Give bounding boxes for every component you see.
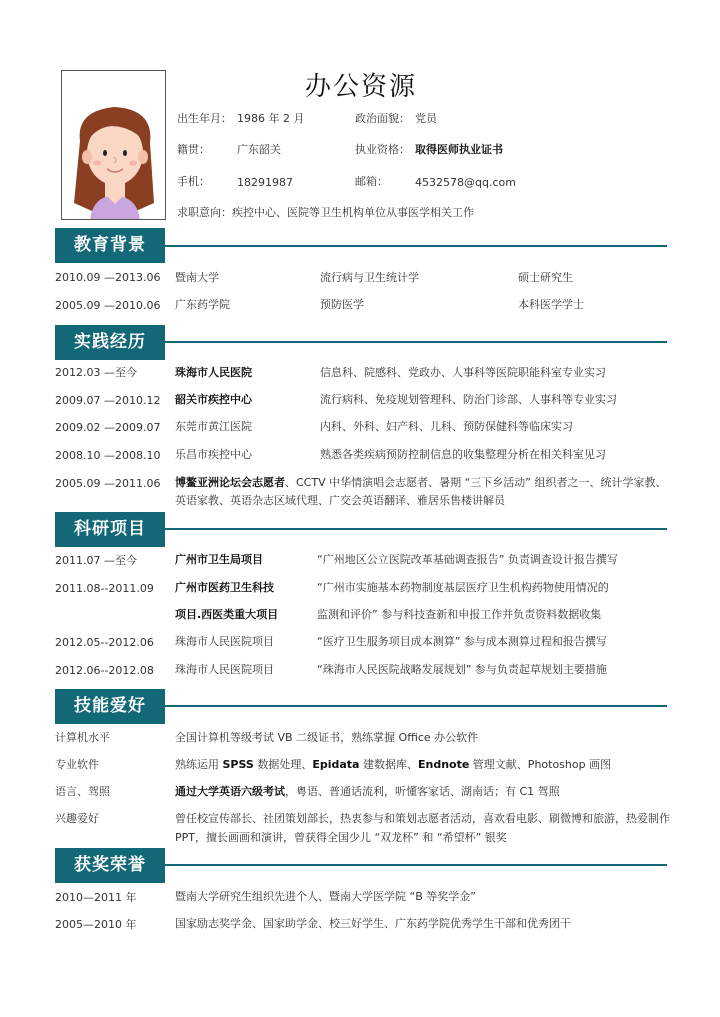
cartoon-girl-icon [62, 71, 166, 220]
skill-label-language: 语言、驾照 [55, 785, 110, 798]
birth-label: 出生年月： [177, 112, 232, 125]
practice-org: 乐昌市疾控中心 [175, 448, 252, 461]
practice-desc: 内科、外科、妇产科、儿科、预防保健科等临床实习 [320, 420, 573, 433]
license-value: 取得医师执业证书 [415, 143, 503, 156]
license-label: 执业资格： [355, 143, 410, 156]
practice-desc: 流行病科、免疫规划管理科、防治门诊部、人事科等专业实习 [320, 393, 617, 406]
research-org: 项目.西医类重大项目 [175, 608, 279, 621]
edu-school: 广东药学院 [175, 298, 230, 311]
section-divider [165, 528, 667, 530]
text: ，粤语、普通话流利，听懂客家话、湖南话；有 C1 驾照 [285, 785, 560, 798]
award-date: 2005—2010 年 [55, 918, 137, 931]
politics-label: 政治面貌： [355, 112, 410, 125]
award-desc: 暨南大学研究生组织先进个人、暨南大学医学院 “B 等奖学金” [175, 890, 476, 903]
practice-org: 韶关市疾控中心 [175, 393, 252, 406]
origin-value: 广东韶关 [237, 143, 281, 156]
section-heading-awards: 获奖荣誉 [55, 848, 165, 883]
origin-label: 籍贯： [177, 143, 210, 156]
edu-degree: 硕士研究生 [518, 271, 573, 284]
research-desc: “广州市实施基本药物制度基层医疗卫生机构药物使用情况的 [317, 581, 609, 594]
research-org: 珠海市人民医院项目 [175, 663, 274, 676]
skill-value-language [175, 785, 560, 799]
award-date: 2010—2011 年 [55, 891, 137, 904]
research-date: 2011.08--2011.09 [55, 582, 154, 595]
research-desc: 监测和评价” 参与科技查新和申报工作并负责资料数据收集 [317, 608, 602, 621]
skill-value-computer: 全国计算机等级考试 VB 二级证书，熟练掌握 Office 办公软件 [175, 731, 479, 744]
practice-org: 珠海市人民医院 [175, 366, 252, 379]
section-divider [165, 705, 667, 707]
resume-title: 办公资源 [305, 72, 418, 102]
practice-date: 2008.10 —2008.10 [55, 449, 161, 462]
section-heading-education: 教育背景 [55, 228, 165, 263]
practice-desc: 、CCTV 中华情演唱会志愿者、暑期 “三下乡活动” 组织者之一、统计学家教、 [285, 476, 667, 489]
research-date: 2012.06--2012.08 [55, 664, 154, 677]
phone-label: 手机： [177, 175, 210, 188]
avatar [61, 70, 166, 220]
skill-label-computer: 计算机水平 [55, 731, 110, 744]
phone-value: 18291987 [237, 176, 293, 189]
skill-label-software: 专业软件 [55, 758, 99, 771]
research-desc: “珠海市人民医院战略发展规划” 参与负责起草规划主要措施 [317, 663, 607, 676]
skill-value-hobby-line2: PPT，擅长画画和演讲，曾获得全国少儿 “双龙杯” 和 “希望杯” 银奖 [175, 831, 507, 844]
section-heading-research: 科研项目 [55, 512, 165, 547]
practice-date: 2012.03 —至今 [55, 366, 137, 379]
section-divider [165, 245, 667, 247]
edu-school: 暨南大学 [175, 271, 219, 284]
research-desc: “医疗卫生服务项目成本测算” 参与成本测算过程和报告撰写 [317, 635, 607, 648]
spss-text: SPSS [222, 758, 254, 771]
research-org: 广州市医药卫生科技 [175, 581, 274, 594]
practice-date: 2009.02 —2009.07 [55, 421, 161, 434]
practice-date: 2009.07 —2010.12 [55, 394, 161, 407]
edu-date: 2010.09 —2013.06 [55, 271, 161, 284]
email-value: 4532578@qq.com [415, 176, 516, 189]
practice-date: 2005.09 —2011.06 [55, 477, 161, 490]
practice-volunteer-line1 [175, 476, 667, 490]
practice-desc: 熟悉各类疾病预防控制信息的收集整理分析在相关科室见习 [320, 448, 606, 461]
skill-label-hobby: 兴趣爱好 [55, 812, 99, 825]
research-org: 珠海市人民医院项目 [175, 635, 274, 648]
section-heading-practice: 实践经历 [55, 325, 165, 360]
section-heading-skills: 技能爱好 [55, 689, 165, 724]
politics-value: 党员 [415, 112, 437, 125]
job-objective: 求职意向：疾控中心、医院等卫生机构单位从事医学相关工作 [177, 206, 474, 219]
research-desc: “广州地区公立医院改革基础调查报告” 负责调查设计报告撰写 [317, 553, 618, 566]
endnote-text: Endnote [417, 758, 470, 771]
practice-org: 东莞市黄江医院 [175, 420, 252, 433]
skill-value-hobby-line1: 曾任校宣传部长、社团策划部长，热衷参与和策划志愿者活动，喜欢看电影、刷微博和旅游，热爱制作 [175, 812, 670, 825]
section-divider [165, 341, 667, 343]
birth-value: 1986 年 2 月 [237, 112, 305, 125]
practice-volunteer-line2: 英语家教、英语杂志区域代理、广交会英语翻译、雅居乐售楼讲解员 [175, 494, 505, 507]
text: 数据处理、 [253, 758, 313, 771]
email-label: 邮箱： [355, 175, 388, 188]
research-date: 2012.05--2012.06 [55, 636, 154, 649]
section-divider [165, 864, 667, 866]
text: 建数据库、 [359, 758, 418, 771]
text: 管理文献、Photoshop 画图 [469, 758, 612, 771]
research-org: 广州市卫生局项目 [175, 553, 263, 566]
edu-major: 预防医学 [320, 298, 364, 311]
cet6-text: 通过大学英语六级考试 [175, 785, 285, 798]
text: 熟练运用 [175, 758, 223, 771]
edu-date: 2005.09 —2010.06 [55, 299, 161, 312]
skill-value-software [175, 758, 611, 772]
practice-org: 博鳌亚洲论坛会志愿者 [175, 476, 285, 489]
edu-degree: 本科医学学士 [518, 298, 584, 311]
edu-major: 流行病与卫生统计学 [320, 271, 419, 284]
research-date: 2011.07 —至今 [55, 554, 137, 567]
award-desc: 国家励志奖学金、国家助学金、校三好学生、广东药学院优秀学生干部和优秀团干 [175, 917, 571, 930]
practice-desc: 信息科、院感科、党政办、人事科等医院职能科室专业实习 [320, 366, 606, 379]
epidata-text: Epidata [312, 758, 360, 771]
